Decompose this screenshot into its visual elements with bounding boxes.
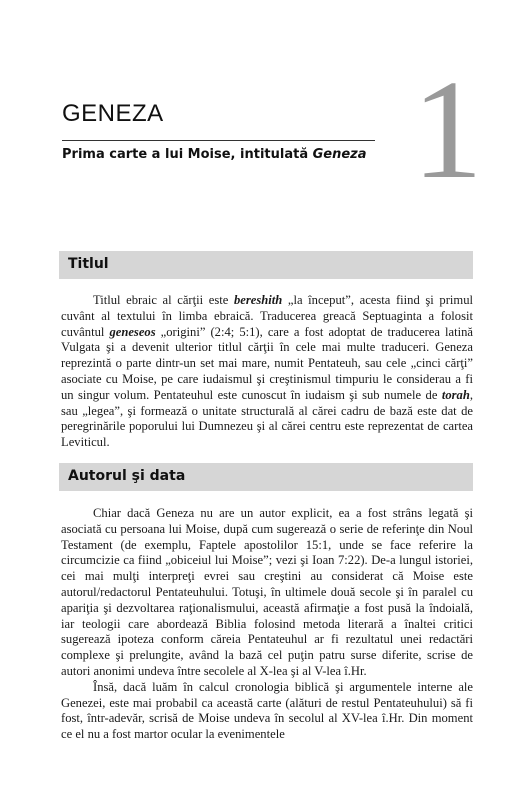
text-run: „la început”, acesta fiind şi primul cuvânt al textului în limba ebraică. Traducerea greacă Septuaginta a folosit cuvântul xyxy=(61,293,473,339)
section-body-titlul xyxy=(61,293,473,451)
section-header-autorul-si-data xyxy=(59,463,473,491)
text-run: Titlul ebraic al cărţii este xyxy=(93,293,234,307)
chapter-number: 1 xyxy=(412,50,483,208)
section-header-titlul xyxy=(59,251,473,279)
section-heading: Titlul xyxy=(68,256,109,272)
greek-term: geneseos xyxy=(109,324,156,339)
text-run: „origini” (2:4; 5:1), care a fost adoptat de traducerea latină Vulgata şi a devenit ulterior titlul cărţii în cele mai multe traduceri. Geneza reprezintă o parte dintr-un set mai mare, numit Pentateuh, sau cele „cinci cărţi” asociate cu Moise, pe care iudaismul şi creştinismul timpuriu le considerau a fi un singur volum. Pentateuhul este cunoscut în iudaism şi sub numele de xyxy=(61,324,474,402)
chapter-title: GENEZA xyxy=(62,100,164,127)
hebrew-term: bereshith xyxy=(233,293,283,307)
section-heading: Autorul şi data xyxy=(68,468,186,484)
hebrew-term: torah xyxy=(441,387,470,402)
subtitle-text: Prima carte a lui Moise, intitulată xyxy=(62,147,313,162)
section-body-autorul-si-data xyxy=(61,506,473,743)
paragraph: Chiar dacă Geneza nu are un autor explicit, ea a fost strâns legată şi asociată cu persoana lui Moise, după cum sugerează o serie de referinţe din Noul Testament (de exemplu, Faptele apostolilor 15:1, unde se face referire la circumcizie ca fiind „obiceiul lui Moise”; vezi şi Ioan 7:22). De-a lungul istoriei, cei mai mulţi interpreţi evrei sau creştini au considerat că Moise este autorul/redactorul Pentateuhului. Totuşi, în ultimele două secole şi în paralel cu apariţia şi dezvoltarea raţionalismului, această afirmaţie a fost pusă la îndoială, iar teologii care abordează Biblia folosind metoda literară a înaltei critici sugerează ipoteza conform căreia Pentateuhul ar fi rezultatul unei redactări complexe şi prelungite, având la bază cel puţin patru surse diferite, scrise de autori anonimi undeva între secolele al X-lea şi al V-lea î.Hr. xyxy=(61,506,473,678)
paragraph xyxy=(61,293,473,451)
chapter-subtitle xyxy=(62,147,367,162)
subtitle-book-name: Geneza xyxy=(312,147,367,162)
title-divider xyxy=(62,140,375,141)
text-run: , sau „legea”, şi formează o unitate structurală al cărei cadru de bază este dat de peregrinările poporului lui Dumnezeu şi al cărei centru este reprezentat de cartea Leviticul. xyxy=(61,387,473,450)
paragraph: Însă, dacă luăm în calcul cronologia biblică şi argumentele interne ale Genezei, este mai probabil ca această carte (alături de restul Pentateuhului) să fi fost, într-adevăr, scrisă de Moise undeva în secolul al XV-lea î.Hr. Din moment ce el nu a fost martor ocular la evenimentele xyxy=(61,679,473,742)
